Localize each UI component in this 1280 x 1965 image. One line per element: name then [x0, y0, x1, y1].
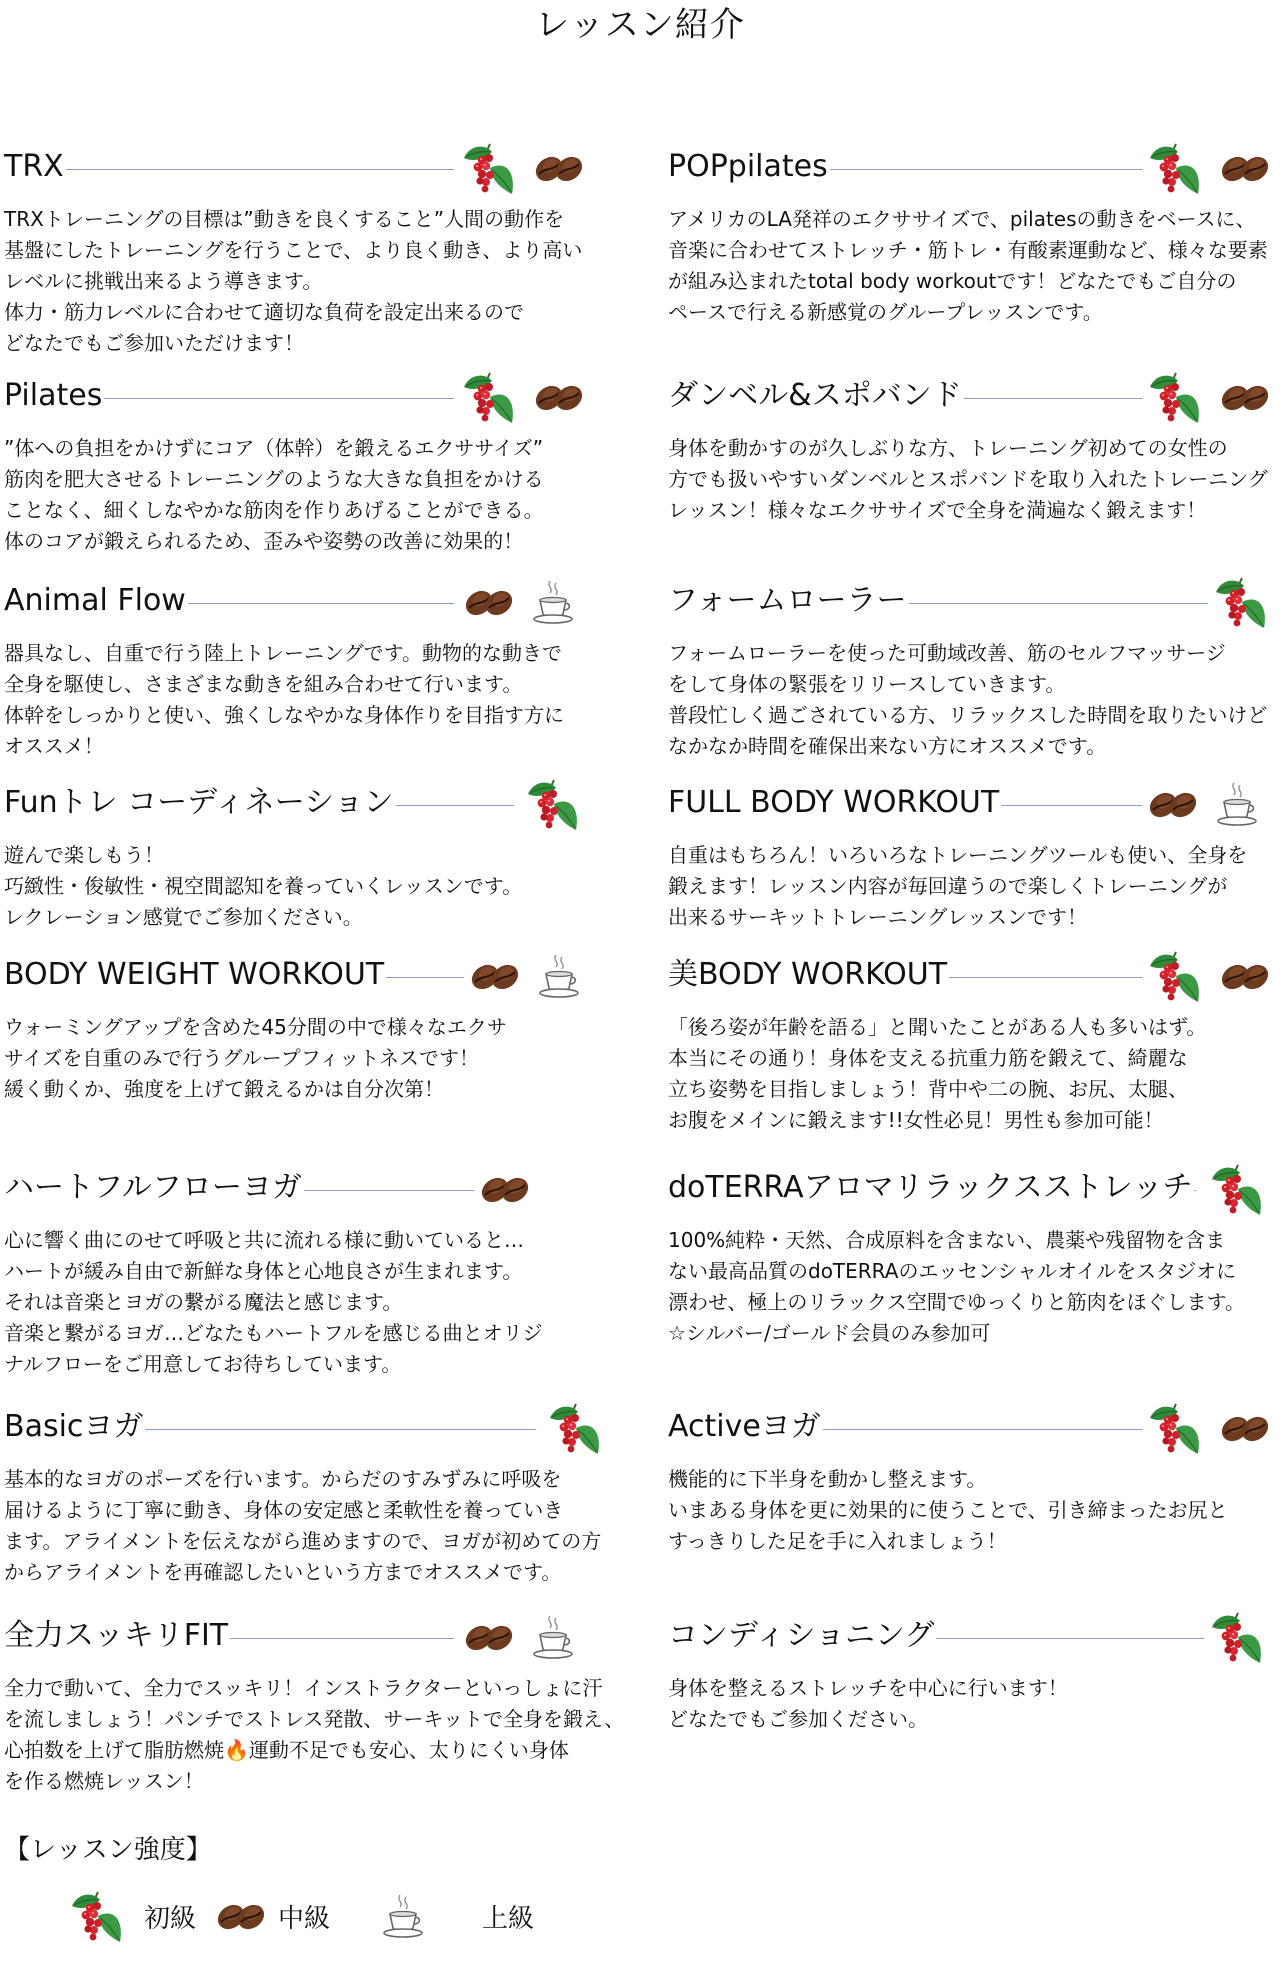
lesson-header — [4, 774, 624, 836]
lesson-name: doTERRAアロマリラックスストレッチ — [668, 1170, 1193, 1205]
coffee-bean-icon — [480, 1170, 530, 1210]
lesson-name: Activeヨガ — [668, 1409, 821, 1444]
lesson-description: 全力で動いて、全力でスッキリ！インストラクターといっしょに汗 を流しましょう！パンチでストレス発散、サーキットで全身を鍛え、 心拍数を上げて脂肪燃焼🔥運動不足でも安心、太りにくい身体 を作る燃焼レッスン！ — [4, 1676, 625, 1793]
coffee-cherry-icon — [456, 138, 518, 200]
lesson-header — [668, 946, 1280, 1008]
lesson-header — [668, 1398, 1280, 1460]
lesson-header — [4, 572, 624, 634]
lesson-description: 「後ろ姿が年齢を語る」と聞いたことがある人も多いはず。 本当にその通り！身体を支える抗重力筋を鍛えて、綺麗な 立ち姿勢を目指しましょう！背中や二の腕、お尻、太腿、 お腹をメインに鍛えます!!女性必見！男性も参加可能！ — [668, 1015, 1207, 1132]
lesson-header — [668, 367, 1280, 429]
coffee-bean-icon — [464, 1618, 514, 1658]
lesson-description: ウォーミングアップを含めた45分間の中で様々なエクサ サイズを自重のみで行うグループフィットネスです！ 緩く動くか、強度を上げて鍛えるかは自分次第！ — [4, 1015, 507, 1101]
lesson-name: ダンベル&スポバンド — [668, 378, 962, 413]
lesson-name: コンディショニング — [668, 1618, 935, 1653]
lesson-card — [4, 1159, 624, 1380]
coffee-cup-icon — [530, 1613, 576, 1663]
coffee-bean-icon — [1220, 149, 1270, 189]
lesson-card — [4, 774, 624, 933]
lesson-name: POPpilates — [668, 149, 828, 184]
coffee-bean-icon — [1148, 785, 1198, 825]
lesson-description: 機能的に下半身を動かし整えます。 いまある身体を更に効果的に使うことで、引き締まったお尻と すっきりした足を手に入れましょう！ — [668, 1467, 1228, 1553]
lesson-name: 美BODY WORKOUT — [668, 957, 948, 992]
lesson-card — [4, 1607, 624, 1797]
coffee-cup-icon — [530, 578, 576, 628]
lesson-name: Basicヨガ — [4, 1409, 144, 1444]
lesson-name: Funトレ コーディネーション — [4, 785, 394, 820]
lesson-card — [4, 572, 624, 762]
coffee-cherry-icon — [1142, 1398, 1204, 1460]
lesson-header — [4, 367, 624, 429]
lesson-card — [668, 138, 1280, 328]
legend-title: 【レッスン強度】 — [4, 1835, 212, 1865]
coffee-cup-icon — [380, 1892, 426, 1942]
lesson-description: 心に響く曲にのせて呼吸と共に流れる様に動いていると… ハートが緩み自由で新鮮な身体と心地良さが生まれます。 それは音楽とヨガの繋がる魔法と感じます。 音楽と繋がるヨガ…どなたもハートフルを感じる曲とオリジ ナルフローをご用意してお待ちしています。 — [4, 1228, 543, 1376]
lesson-header — [668, 1607, 1280, 1669]
lesson-description: フォームローラーを使った可動域改善、筋のセルフマッサージ をして身体の緊張をリリースしていきます。 普段忙しく過ごされている方、リラックスした時間を取りたいけど なかなか時間を確保出来ない方にオススメです。 — [668, 641, 1268, 758]
lesson-description: アメリカのLA発祥のエクササイズで、pilatesの動きをベースに、 音楽に合わせてストレッチ・筋トレ・有酸素運動など、様々な要素 が組み込まれたtotal body workoutです！どなたでもご自分の ペースで行える新感覚のグループレッスンです。 — [668, 207, 1268, 324]
lesson-header — [4, 1607, 624, 1669]
lesson-header — [4, 138, 624, 200]
lesson-header — [668, 774, 1280, 836]
lesson-description: TRXトレーニングの目標は”動きを良くすること”人間の動作を 基盤にしたトレーニングを行うことで、より良く動き、より高い レベルに挑戦出来るよう導きます。 体力・筋力レベルに合わせて適切な負荷を設定出来るので どなたでもご参加いただけます！ — [4, 207, 583, 355]
coffee-bean-icon — [1220, 378, 1270, 418]
lesson-header — [4, 1159, 624, 1221]
lesson-card — [668, 367, 1280, 526]
legend-label: 中級 — [278, 1904, 331, 1934]
legend-label: 上級 — [482, 1904, 535, 1934]
lesson-name: 全力スッキリFIT — [4, 1618, 229, 1653]
lesson-name: Pilates — [4, 378, 103, 413]
coffee-bean-icon — [216, 1897, 266, 1937]
lesson-name: FULL BODY WORKOUT — [668, 785, 1000, 820]
coffee-bean-icon — [1220, 1409, 1270, 1449]
lesson-name: TRX — [4, 149, 64, 184]
lesson-description: 器具なし、自重で行う陸上トレーニングです。動物的な動きで 全身を駆使し、さまざまな動きを組み合わせて行います。 体幹をしっかりと使い、強くしなやかな身体作りを目指す方に オススメ！ — [4, 641, 564, 758]
lesson-header — [668, 572, 1280, 634]
lesson-card — [4, 946, 624, 1105]
lesson-card — [4, 138, 624, 359]
coffee-cherry-icon — [64, 1886, 126, 1948]
lesson-name: BODY WEIGHT WORKOUT — [4, 957, 385, 992]
lesson-header — [4, 1398, 624, 1460]
lesson-description: 身体を動かすのが久しぶりな方、トレーニング初めての女性の 方でも扱いやすいダンベルとスポバンドを取り入れたトレーニング レッスン！様々なエクササイズで全身を満遍なく鍛えます！ — [668, 436, 1268, 522]
lesson-description: 100%純粋・天然、合成原料を含まない、農薬や残留物を含ま ない最高品質のdoTERRAのエッセンシャルオイルをスタジオに 漂わせ、極上のリラックス空間でゆっくりと筋肉をほぐします。 ☆シルバー/ゴールド会員のみ参加可 — [668, 1228, 1245, 1345]
lesson-name: フォームローラー — [668, 583, 907, 618]
coffee-bean-icon — [1220, 957, 1270, 997]
page-title: レッスン紹介 — [535, 5, 745, 45]
lesson-header — [668, 1159, 1280, 1221]
legend-label: 初級 — [144, 1904, 197, 1934]
coffee-cherry-icon — [520, 774, 582, 836]
coffee-cup-icon — [536, 952, 582, 1002]
lesson-name: ハートフルフローヨガ — [4, 1170, 302, 1205]
lesson-card — [668, 774, 1280, 933]
lesson-card — [668, 946, 1280, 1136]
coffee-bean-icon — [464, 583, 514, 623]
lesson-description: 基本的なヨガのポーズを行います。からだのすみずみに呼吸を 届けるように丁寧に動き、身体の安定感と柔軟性を養っていき ます。アライメントを伝えながら進めますので、ヨガが初めての方 からアライメントを再確認したいという方までオススメです。 — [4, 1467, 602, 1584]
coffee-cup-icon — [1214, 780, 1260, 830]
coffee-cherry-icon — [542, 1398, 604, 1460]
lesson-description: 身体を整えるストレッチを中心に行います！ どなたでもご参加ください。 — [668, 1676, 1068, 1731]
coffee-cherry-icon — [1204, 1159, 1266, 1221]
coffee-bean-icon — [470, 957, 520, 997]
lesson-name: Animal Flow — [4, 583, 186, 618]
coffee-cherry-icon — [1142, 946, 1204, 1008]
coffee-bean-icon — [534, 149, 584, 189]
lesson-description: ”体への負担をかけずにコア（体幹）を鍛えるエクササイズ” 筋肉を肥大させるトレーニングのような大きな負担をかける ことなく、細くしなやかな筋肉を作りあげることができる。 体のコアが鍛えられるため、歪みや姿勢の改善に効果的！ — [4, 436, 544, 553]
lesson-header — [668, 138, 1280, 200]
lesson-card — [668, 1607, 1280, 1735]
lesson-card — [4, 367, 624, 557]
lesson-header — [4, 946, 624, 1008]
lesson-description: 遊んで楽しもう！ 巧緻性・俊敏性・視空間認知を養っていくレッスンです。 レクレーション感覚でご参加ください。 — [4, 843, 523, 929]
lesson-card — [668, 1398, 1280, 1557]
coffee-cherry-icon — [456, 367, 518, 429]
lesson-description: 自重はもちろん！いろいろなトレーニングツールも使い、全身を 鍛えます！レッスン内容が毎回違うので楽しくトレーニングが 出来るサーキットトレーニングレッスンです！ — [668, 843, 1248, 929]
header-rule — [24, 169, 454, 170]
coffee-bean-icon — [534, 378, 584, 418]
coffee-cherry-icon — [1142, 367, 1204, 429]
lesson-card — [668, 1159, 1280, 1349]
coffee-cherry-icon — [1204, 1607, 1266, 1669]
coffee-cherry-icon — [1208, 572, 1270, 634]
coffee-cherry-icon — [1142, 138, 1204, 200]
lesson-card — [4, 1398, 624, 1588]
lesson-card — [668, 572, 1280, 762]
